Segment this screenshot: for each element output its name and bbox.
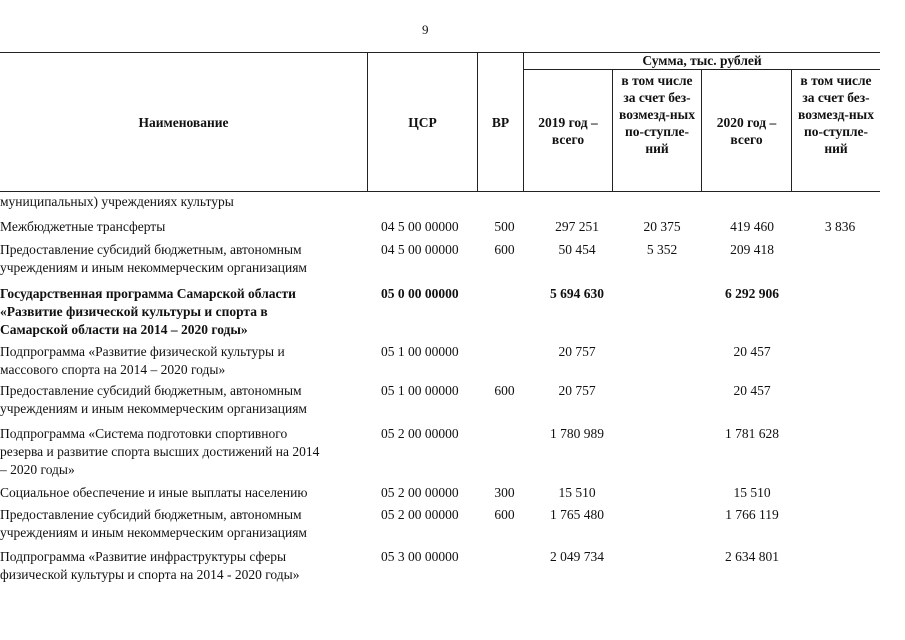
page-number: 9 xyxy=(422,22,429,37)
row-name: Предоставление субсидий бюджетным, автономным учреждениям и иным некоммерческим организациям xyxy=(0,383,307,416)
row-2019-grant: 20 375 xyxy=(643,219,681,234)
row-vr: 600 xyxy=(494,242,515,257)
row-name: Межбюджетные трансферты xyxy=(0,219,166,234)
row-2020-total: 20 457 xyxy=(733,344,771,359)
row-2020-total: 1 781 628 xyxy=(725,426,779,441)
row-2019-total: 297 251 xyxy=(555,219,599,234)
row-csr: 05 2 00 00000 xyxy=(381,507,459,522)
row-name: муниципальных) учреждениях культуры xyxy=(0,194,234,209)
row-2019-total: 20 757 xyxy=(558,383,596,398)
row-vr: 600 xyxy=(494,507,515,522)
row-2020-total: 2 634 801 xyxy=(725,549,779,564)
row-name: Социальное обеспечение и иные выплаты населению xyxy=(0,485,308,500)
row-name: Подпрограмма «Система подготовки спортивного резерва и развитие спорта высших достижений на 2014 – 2020 годы» xyxy=(0,426,320,477)
header-sum: Сумма, тыс. рублей xyxy=(642,53,762,68)
row-csr: 05 3 00 00000 xyxy=(381,549,459,564)
row-csr: 04 5 00 00000 xyxy=(381,219,459,234)
header-name: Наименование xyxy=(138,114,229,130)
header-vr: ВР xyxy=(491,114,510,130)
row-2020-total: 6 292 906 xyxy=(725,286,779,301)
row-2019-total: 2 049 734 xyxy=(550,549,604,564)
row-csr: 05 1 00 00000 xyxy=(381,344,459,359)
row-csr: 05 2 00 00000 xyxy=(381,485,459,500)
header-2019-total: 2019 год – всего xyxy=(538,115,598,147)
header-2020-total: 2020 год – всего xyxy=(716,115,777,147)
table-header xyxy=(0,52,905,192)
row-2019-grant: 5 352 xyxy=(646,242,678,257)
row-csr: 05 1 00 00000 xyxy=(381,383,459,398)
row-2019-total: 1 780 989 xyxy=(550,426,604,441)
header-2019-grant: в том числе за счет без-возмезд-ных по-ступле-ний xyxy=(619,73,695,156)
row-vr: 500 xyxy=(494,219,515,234)
row-vr: 600 xyxy=(494,383,515,398)
row-name: Государственная программа Самарской области «Развитие физической культуры и спорта в Самарской области на 2014 – 2020 годы» xyxy=(0,286,296,337)
row-name: Подпрограмма «Развитие инфраструктуры сферы физической культуры и спорта на 2014 - 2020 годы» xyxy=(0,549,300,582)
row-2020-total: 20 457 xyxy=(733,383,771,398)
row-name: Предоставление субсидий бюджетным, автономным учреждениям и иным некоммерческим организациям xyxy=(0,507,307,540)
row-2019-total: 5 694 630 xyxy=(550,286,604,301)
row-2019-total: 15 510 xyxy=(558,485,596,500)
row-csr: 04 5 00 00000 xyxy=(381,242,459,257)
row-2020-grant: 3 836 xyxy=(824,219,856,234)
row-2019-total: 1 765 480 xyxy=(550,507,604,522)
row-2020-total: 1 766 119 xyxy=(725,507,779,522)
row-csr: 05 0 00 00000 xyxy=(381,286,459,301)
row-csr: 05 2 00 00000 xyxy=(381,426,459,441)
row-vr: 300 xyxy=(494,485,515,500)
row-name: Предоставление субсидий бюджетным, автономным учреждениям и иным некоммерческим организациям xyxy=(0,242,307,275)
row-2019-total: 50 454 xyxy=(558,242,596,257)
row-2020-total: 419 460 xyxy=(730,219,774,234)
header-2020-grant: в том числе за счет без-возмезд-ных по-ступле-ний xyxy=(798,73,874,156)
row-2020-total: 15 510 xyxy=(733,485,771,500)
header-csr: ЦСР xyxy=(408,114,437,130)
row-2020-total: 209 418 xyxy=(730,242,774,257)
row-name: Подпрограмма «Развитие физической культуры и массового спорта на 2014 – 2020 годы» xyxy=(0,344,285,377)
row-2019-total: 20 757 xyxy=(558,344,596,359)
